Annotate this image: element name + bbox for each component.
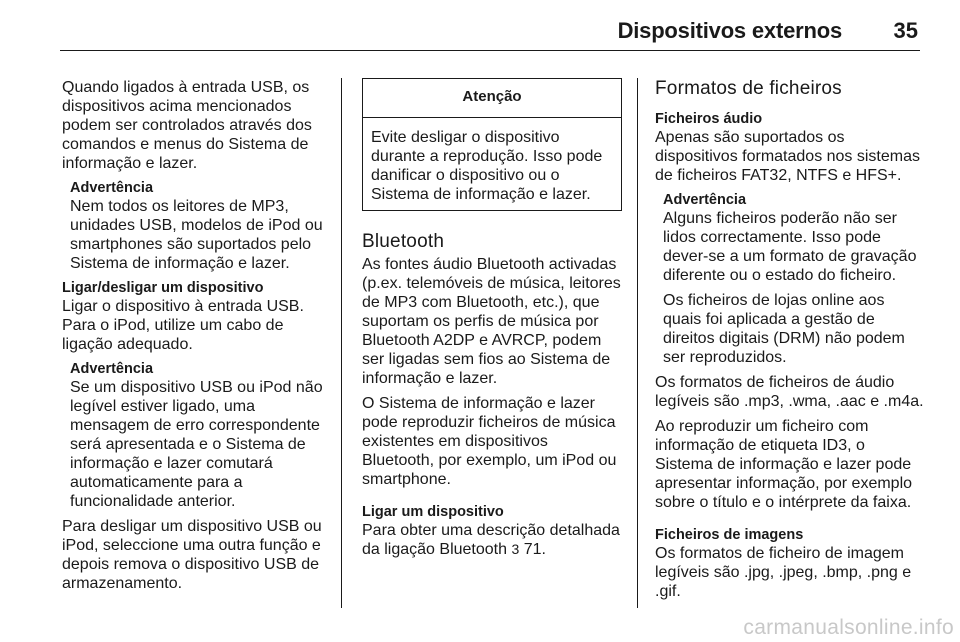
connect-subheading: Ligar/desligar um dispositivo (62, 280, 264, 296)
bluetooth-paragraph-1: As fontes áudio Bluetooth activadas (p.ex. telemóveis de música, leitores de MP3 com Bluetooth, etc.), que suportam os perfis de música por Bluetooth A2DP e AVRCP, podem ser ligadas sem fios ao Sistema de informação e lazer. (362, 256, 621, 387)
intro-paragraph: Quando ligados à entrada USB, os dispositivos acima mencionados podem ser controlados através dos comandos e menus do Sistema de informação e lazer. (62, 79, 312, 172)
audio-formats-paragraph: Os formatos de ficheiros de áudio legíveis são .mp3, .wma, .aac e .m4a. (655, 374, 924, 410)
image-files-subheading: Ficheiros de imagens (655, 527, 804, 543)
audio-files-subheading: Ficheiros áudio (655, 111, 763, 127)
column-2 (362, 78, 622, 565)
column-1 (62, 78, 332, 599)
attention-title: Atenção (363, 79, 621, 118)
bluetooth-connect-paragraph (362, 521, 622, 559)
column-divider-2 (637, 78, 638, 608)
column-3 (655, 78, 925, 607)
id3-paragraph: Ao reproduzir um ficheiro com informação de etiqueta ID3, o Sistema de informação e lazer pode apresentar informação, por exemplo sobre o título e o intérprete da faixa. (655, 418, 913, 511)
file-formats-heading: Formatos de ficheiros (655, 78, 842, 99)
note-2-label: Advertência (70, 361, 154, 377)
bluetooth-heading: Bluetooth (362, 231, 445, 252)
section-title: Dispositivos externos (617, 18, 842, 43)
connect-paragraph: Ligar o dispositivo à entrada USB. Para o iPod, utilize um cabo de ligação adequado. (62, 298, 304, 353)
bluetooth-connect-subheading: Ligar um dispositivo (362, 504, 504, 520)
note-3 (663, 191, 925, 367)
disconnect-paragraph: Para desligar um dispositivo USB ou iPod, seleccione uma outra função e depois remova o dispositivo USB de armazenamento. (62, 518, 322, 592)
image-files-paragraph: Os formatos de ficheiro de imagem legíveis são .jpg, .jpeg, .bmp, .png e .gif. (655, 545, 912, 600)
note-2 (70, 360, 332, 511)
page-reference-icon: 3 (511, 541, 520, 557)
note-1-label: Advertência (70, 180, 154, 196)
column-divider-1 (341, 78, 342, 608)
bluetooth-connect-text: Para obter uma descrição detalhada da ligação Bluetooth (362, 522, 620, 558)
attention-box (362, 78, 622, 211)
watermark: carmanualsonline.info (743, 616, 954, 639)
note-3-label: Advertência (663, 192, 747, 208)
page-header (60, 14, 920, 51)
note-1-text: Nem todos os leitores de MP3, unidades USB, modelos de iPod ou smartphones são suportados pelo Sistema de informação e lazer. (70, 198, 323, 272)
audio-files-paragraph: Apenas são suportados os dispositivos formatados nos sistemas de ficheiros FAT32, NTFS e HFS+. (655, 129, 920, 184)
note-3-text-1: Alguns ficheiros poderão não ser lidos correctamente. Isso pode dever-se a um formato de gravação diferente ou o estado do ficheiro. (663, 210, 917, 284)
page-reference-link[interactable]: 71. (523, 541, 546, 558)
note-3-text-2: Os ficheiros de lojas online aos quais foi aplicada a gestão de direitos digitais (DRM) não podem ser reproduzidos. (663, 292, 905, 366)
note-1 (70, 179, 332, 273)
bluetooth-paragraph-2: O Sistema de informação e lazer pode reproduzir ficheiros de música existentes em dispositivos Bluetooth, por exemplo, um iPod ou smartphone. (362, 395, 617, 488)
note-2-text: Se um dispositivo USB ou iPod não legível estiver ligado, uma mensagem de erro correspondente será apresentada e o Sistema de informação e lazer comutará automaticamente para a funcionalidade anterior. (70, 379, 323, 510)
attention-text: Evite desligar o dispositivo durante a reprodução. Isso pode danificar o dispositivo ou o Sistema de informação e lazer. (371, 129, 603, 203)
page-number: 35 (893, 18, 918, 43)
